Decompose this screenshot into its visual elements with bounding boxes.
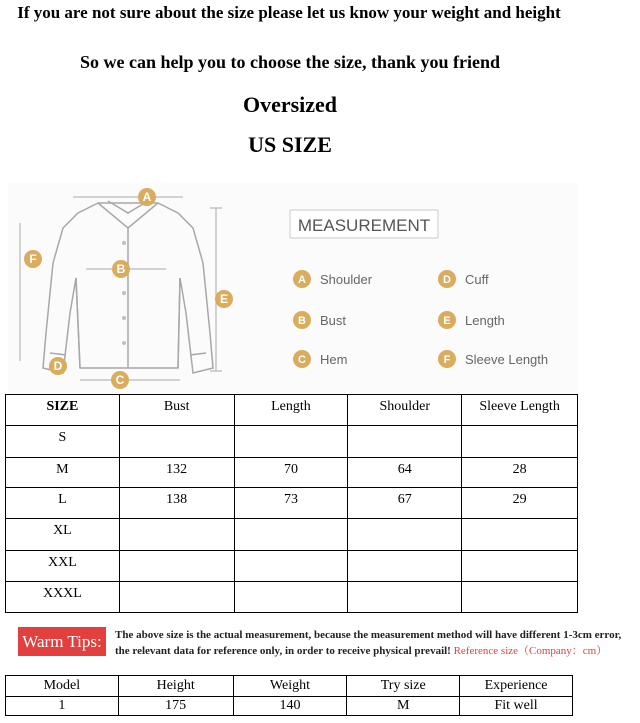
- measurement-diagram: [8, 183, 578, 393]
- svg-text:B: B: [298, 315, 306, 327]
- cell-shoulder: [348, 426, 462, 458]
- header-weight: Weight: [233, 676, 347, 697]
- cell-bust: [119, 519, 234, 551]
- size-table: [5, 394, 578, 613]
- svg-text:B: B: [116, 262, 126, 276]
- cell-size: XL: [6, 519, 120, 551]
- svg-text:D: D: [53, 359, 63, 373]
- cell-bust: [119, 582, 234, 613]
- cell-bust: 132: [119, 458, 234, 488]
- cell-sleeve-length: 28: [462, 458, 578, 488]
- cell-length: [234, 551, 348, 582]
- table-row: [6, 488, 578, 519]
- svg-text:C: C: [298, 354, 306, 366]
- table-row: [6, 582, 578, 613]
- cell-size: XXL: [6, 551, 120, 582]
- warm-tips-line2-text: the relevant data for reference only, in order to receive physical prevail!: [115, 645, 451, 657]
- legend-label-bust: Bust: [320, 313, 347, 328]
- region-title: US SIZE: [248, 132, 332, 157]
- model-table-header: [6, 676, 573, 697]
- cell-size: S: [6, 426, 120, 458]
- svg-text:E: E: [443, 315, 451, 327]
- cell-length: 70: [234, 458, 348, 488]
- size-table-header: [6, 395, 578, 426]
- cell-shoulder: 67: [348, 488, 462, 519]
- cell-bust: [119, 551, 234, 582]
- cell-length: [234, 582, 348, 613]
- header-try-size: Try size: [347, 676, 460, 697]
- header-length: Length: [234, 395, 348, 426]
- legend-label-cuff: Cuff: [465, 272, 489, 287]
- legend-label-length: Length: [465, 313, 505, 328]
- header-size: SIZE: [6, 395, 120, 426]
- cell-size: M: [6, 458, 120, 488]
- size-notice-line1: If you are not sure about the size please let us know your weight and height: [17, 3, 561, 22]
- cell-sleeve-length: [462, 426, 578, 458]
- cell-shoulder: [348, 582, 462, 613]
- cell-bust: [119, 426, 234, 458]
- header-height: Height: [118, 676, 233, 697]
- header-bust: Bust: [119, 395, 234, 426]
- svg-text:C: C: [115, 373, 125, 387]
- svg-text:F: F: [29, 252, 37, 266]
- cell-shoulder: [348, 519, 462, 551]
- warm-tips-badge: Warm Tips:: [18, 627, 106, 656]
- fit-title: Oversized: [242, 92, 338, 117]
- header-model: Model: [6, 676, 119, 697]
- header-shoulder: Shoulder: [348, 395, 462, 426]
- cell-experience: Fit well: [460, 697, 573, 716]
- legend-label-hem: Hem: [320, 352, 348, 367]
- warm-tips-line2: [115, 643, 640, 659]
- model-table: [5, 675, 573, 716]
- table-row: [6, 458, 578, 488]
- table-row: [6, 426, 578, 458]
- cell-sleeve-length: [462, 519, 578, 551]
- table-row: [6, 519, 578, 551]
- measurement-heading: MEASUREMENT: [297, 216, 431, 235]
- svg-text:A: A: [298, 274, 306, 286]
- cell-sleeve-length: [462, 582, 578, 613]
- reference-size-note: Reference size（Company：cm）: [453, 645, 608, 657]
- warm-tips-line1: The above size is the actual measurement, because the measurement method will have different 1-3cm error,: [115, 629, 622, 641]
- svg-text:A: A: [142, 190, 152, 204]
- cell-sleeve-length: 29: [462, 488, 578, 519]
- size-notice-line2: So we can help you to choose the size, thank you friend: [79, 52, 501, 72]
- svg-text:E: E: [219, 292, 229, 306]
- warm-tips-text: [115, 627, 640, 659]
- legend-label-sleeve-length: Sleeve Length: [465, 352, 549, 367]
- cell-size: L: [6, 488, 120, 519]
- cell-model: 1: [6, 697, 119, 716]
- cell-shoulder: 64: [348, 458, 462, 488]
- cell-try-size: M: [347, 697, 460, 716]
- cell-size: XXXL: [6, 582, 120, 613]
- cell-length: [234, 426, 348, 458]
- table-row: [6, 697, 573, 716]
- cell-sleeve-length: [462, 551, 578, 582]
- cell-length: [234, 519, 348, 551]
- legend-label-shoulder: Shoulder: [320, 272, 373, 287]
- header-sleeve-length: Sleeve Length: [462, 395, 578, 426]
- cell-bust: 138: [119, 488, 234, 519]
- cell-shoulder: [348, 551, 462, 582]
- cell-weight: 140: [233, 697, 347, 716]
- cell-length: 73: [234, 488, 348, 519]
- svg-text:F: F: [443, 354, 451, 366]
- svg-text:D: D: [443, 274, 451, 286]
- cell-height: 175: [118, 697, 233, 716]
- table-row: [6, 551, 578, 582]
- header-experience: Experience: [460, 676, 573, 697]
